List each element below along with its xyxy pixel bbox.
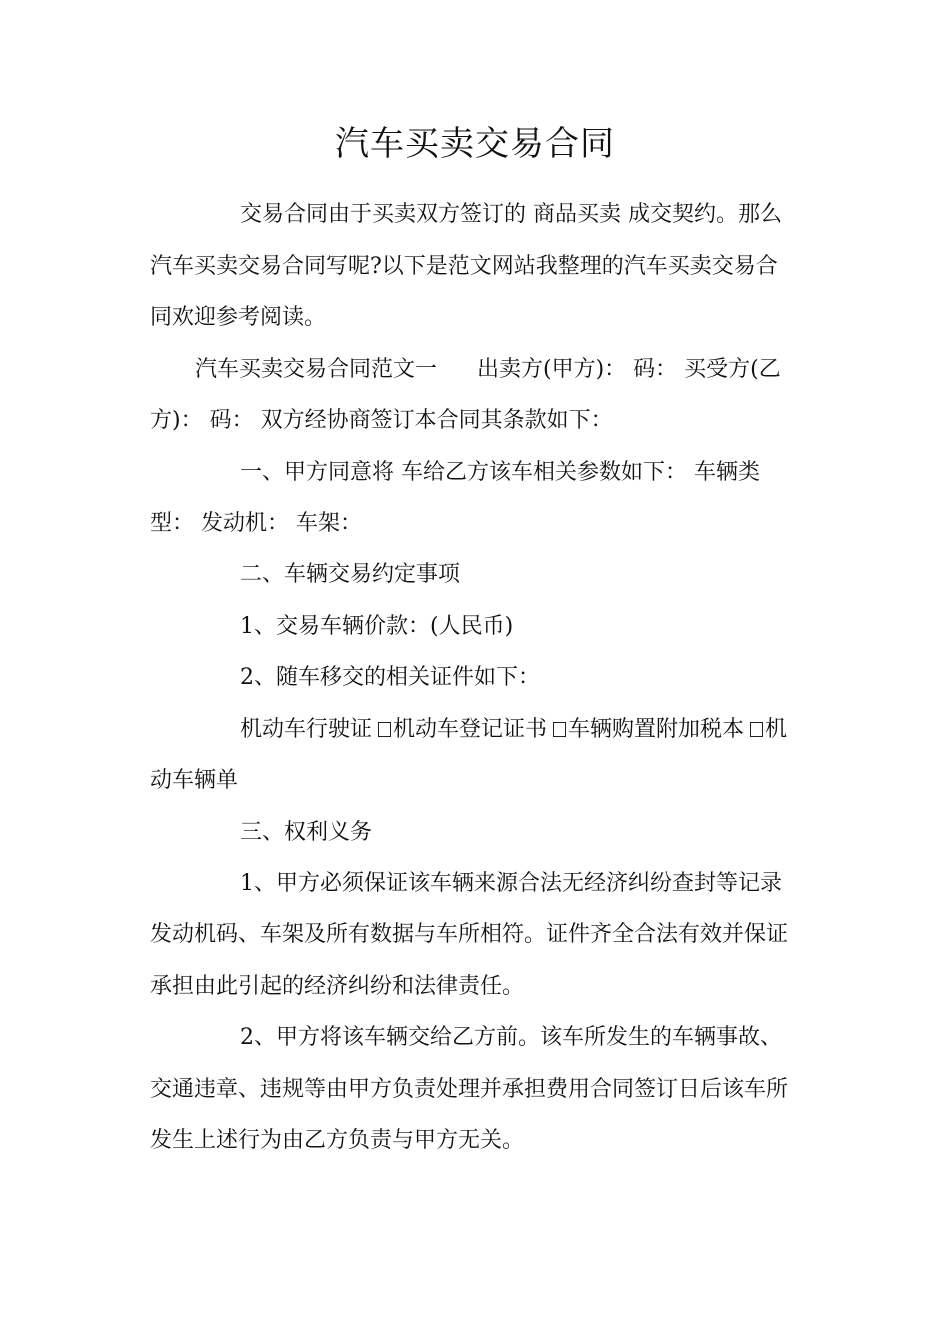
checkbox-icon bbox=[553, 722, 566, 737]
doc-driving-license: 机动车行驶证 bbox=[240, 717, 373, 742]
doc-vehicle-list-start: 机 bbox=[765, 717, 788, 742]
clause-1-line-1: 一、甲方同意将 车给乙方该车相关参数如下： 车辆类 bbox=[240, 460, 760, 485]
doc-registration-certificate: 机动车登记证书 bbox=[393, 717, 548, 742]
sample-heading: 汽车买卖交易合同范文一 bbox=[195, 357, 438, 382]
documents-line bbox=[240, 715, 787, 745]
section-2-item-1: 1、交易车辆价款：(人民币) bbox=[240, 614, 514, 639]
intro-line-2: 汽车买卖交易合同写呢?以下是范文网站我整理的汽车买卖交易合 bbox=[150, 254, 778, 279]
checkbox-icon bbox=[378, 722, 391, 737]
clause-1-line-2: 型： 发动机： 车架： bbox=[150, 511, 362, 536]
documents-line-2: 动车辆单 bbox=[150, 768, 239, 793]
section-2-heading: 二、车辆交易约定事项 bbox=[240, 562, 461, 587]
parties-line-1 bbox=[195, 355, 781, 385]
seller-label: 出卖方(甲方)： 码： 买受方(乙 bbox=[477, 357, 781, 382]
intro-line-3: 同欢迎参考阅读。 bbox=[150, 305, 327, 330]
document-title: 汽车买卖交易合同 bbox=[335, 124, 615, 164]
doc-purchase-tax-book: 车辆购置附加税本 bbox=[568, 717, 745, 742]
section-3-item-1-line-2: 发动机码、车架及所有数据与车所相符。证件齐全合法有效并保证 bbox=[150, 922, 789, 947]
section-3-item-1-line-3: 承担由此引起的经济纠纷和法律责任。 bbox=[150, 974, 525, 999]
checkbox-icon bbox=[750, 722, 763, 737]
section-2-item-2: 2、随车移交的相关证件如下： bbox=[240, 665, 540, 690]
parties-line-2: 方)： 码： 双方经协商签订本合同其条款如下： bbox=[150, 408, 613, 433]
section-3-item-2-line-2: 交通违章、违规等由甲方负责处理并承担费用合同签订日后该车所 bbox=[150, 1077, 789, 1102]
section-3-item-2-line-1: 2、甲方将该车辆交给乙方前。该车所发生的车辆事故、 bbox=[240, 1025, 782, 1050]
section-3-heading: 三、权利义务 bbox=[240, 820, 373, 845]
section-3-item-1-line-1: 1、甲方必须保证该车辆来源合法无经济纠纷查封等记录 bbox=[240, 871, 782, 896]
section-3-item-2-line-3: 发生上述行为由乙方负责与甲方无关。 bbox=[150, 1128, 525, 1153]
intro-line-1: 交易合同由于买卖双方签订的 商品买卖 成交契约。那么 bbox=[240, 202, 782, 227]
